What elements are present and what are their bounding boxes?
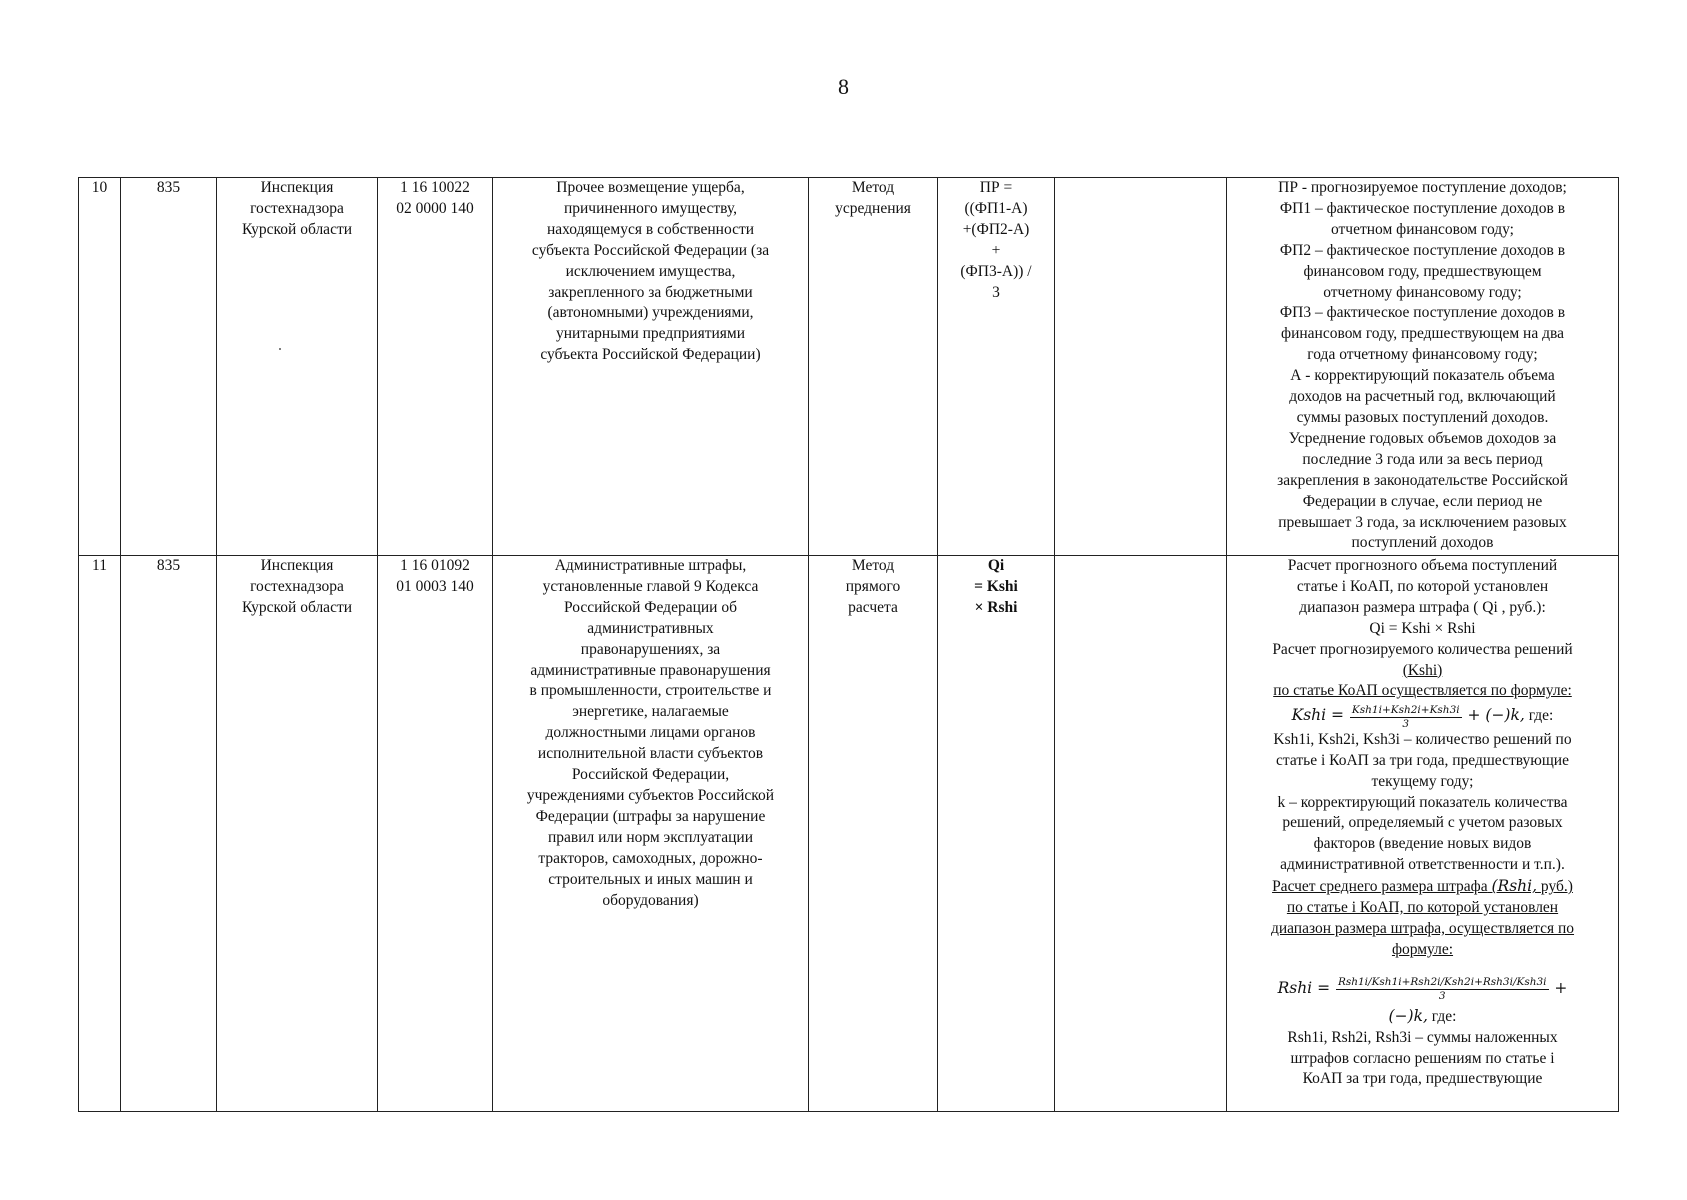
calculation-algorithm: Расчет прогнозного объема поступлений статье i КоАП, по которой установлен диапазон размера штрафа ( Qi , руб.): Qi = Kshi × Rshi Расчет прогнозируемого количества решений (Kshi) по статье КоАП осуществляется по формуле: Kshi = $\frac{\text{Ksh1i+Ksh2i+Ksh3i}}{3}$ + (−)k, где: Ksh1i, Ksh2i, Ksh3i – количество решений по статье i КоАП за три года, предшествующие текущему году; k – корректирующий показатель количества решений, определяемый с учетом разовых факторов (введение новых видов административной ответственности и т.п.). Расчет среднего размера штрафа (Rshi, руб.) по статье i КоАП, по которой установлен диапазон размера штрафа, осуществляется по формуле: Rshi = $\frac{\text{Rsh1i/Ksh1i+Rsh2i/Ksh2i+Rsh3i/Ksh3i}}{3}$ + (−)k, где: Rsh1i, Rsh2i, Rsh3i – суммы наложенных штрафов согласно решениям по статье i КоАП за три года, предшествующие [1227, 556, 1619, 1112]
revenue-name: Прочее возмещение ущерба, причиненного имуществу, находящемуся в собственности субъекта Российской Федерации (за исключением имущества, закрепленного за бюджетными (автономными) учреждениями, унитарными предприятиями субъекта Российской Федерации) [493, 178, 809, 556]
administrator-name: Инспекция гостехнадзора Курской области [217, 178, 378, 556]
scan-speck [279, 348, 281, 350]
admin-code: 835 [121, 178, 217, 556]
forecast-method: Метод прямого расчета [809, 556, 938, 1112]
row-number: 10 [79, 178, 121, 556]
forecast-formula: ПР = ((ФП1-А) +(ФП2-А) + (ФП3-А)) / 3 [938, 178, 1055, 556]
forecast-formula: Qi = Kshi × Rshi [938, 556, 1055, 1112]
revenue-name: Административные штрафы, установленные главой 9 Кодекса Российской Федерации об административных правонарушениях, за административные правонарушения в промышленности, строительстве и энергетике, налагаемые должностными лицами органов исполнительной власти субъектов Российской Федерации, учреждениями субъектов Российской Федерации (штрафы за нарушение правил или норм эксплуатации тракторов, самоходных, дорожно- строительных и иных машин и оборудования) [493, 556, 809, 1112]
row-number: 11 [79, 556, 121, 1112]
empty-cell [1055, 556, 1227, 1112]
rshi-formula: Rshi = $\frac{\text{Rsh1i/Ksh1i+Rsh2i/Ksh2i+Rsh3i/Ksh3i}}{3}$ + [1277, 976, 1568, 1003]
calculation-algorithm: ПР - прогнозируемое поступление доходов; ФП1 – фактическое поступление доходов в отчетном финансовом году; ФП2 – фактическое поступление доходов в финансовом году, предшествующем отчетному финансовому году; ФП3 – фактическое поступление доходов в финансовом году, предшествующем на два года отчетному финансовому году; А - корректирующий показатель объема доходов на расчетный год, включающий суммы разовых поступлений доходов. Усреднение годовых объемов доходов за последние 3 года или за весь период закрепления в законодательстве Российской Федерации в случае, если период не превышает 3 года, за исключением разовых поступлений доходов [1227, 178, 1619, 556]
empty-cell [1055, 178, 1227, 556]
table-row [79, 178, 1619, 556]
revenue-forecast-table [78, 177, 1619, 1112]
page-number: 8 [838, 74, 849, 99]
kshi-formula: Kshi = $\frac{\text{Ksh1i+Ksh2i+Ksh3i}}{3}$ + (−)k, где: [1291, 703, 1554, 730]
table-row [79, 556, 1619, 1112]
forecast-method: Метод усреднения [809, 178, 938, 556]
budget-classification-code: 1 16 10022 02 0000 140 [378, 178, 493, 556]
admin-code: 835 [121, 556, 217, 1112]
administrator-name: Инспекция гостехнадзора Курской области [217, 556, 378, 1112]
budget-classification-code: 1 16 01092 01 0003 140 [378, 556, 493, 1112]
